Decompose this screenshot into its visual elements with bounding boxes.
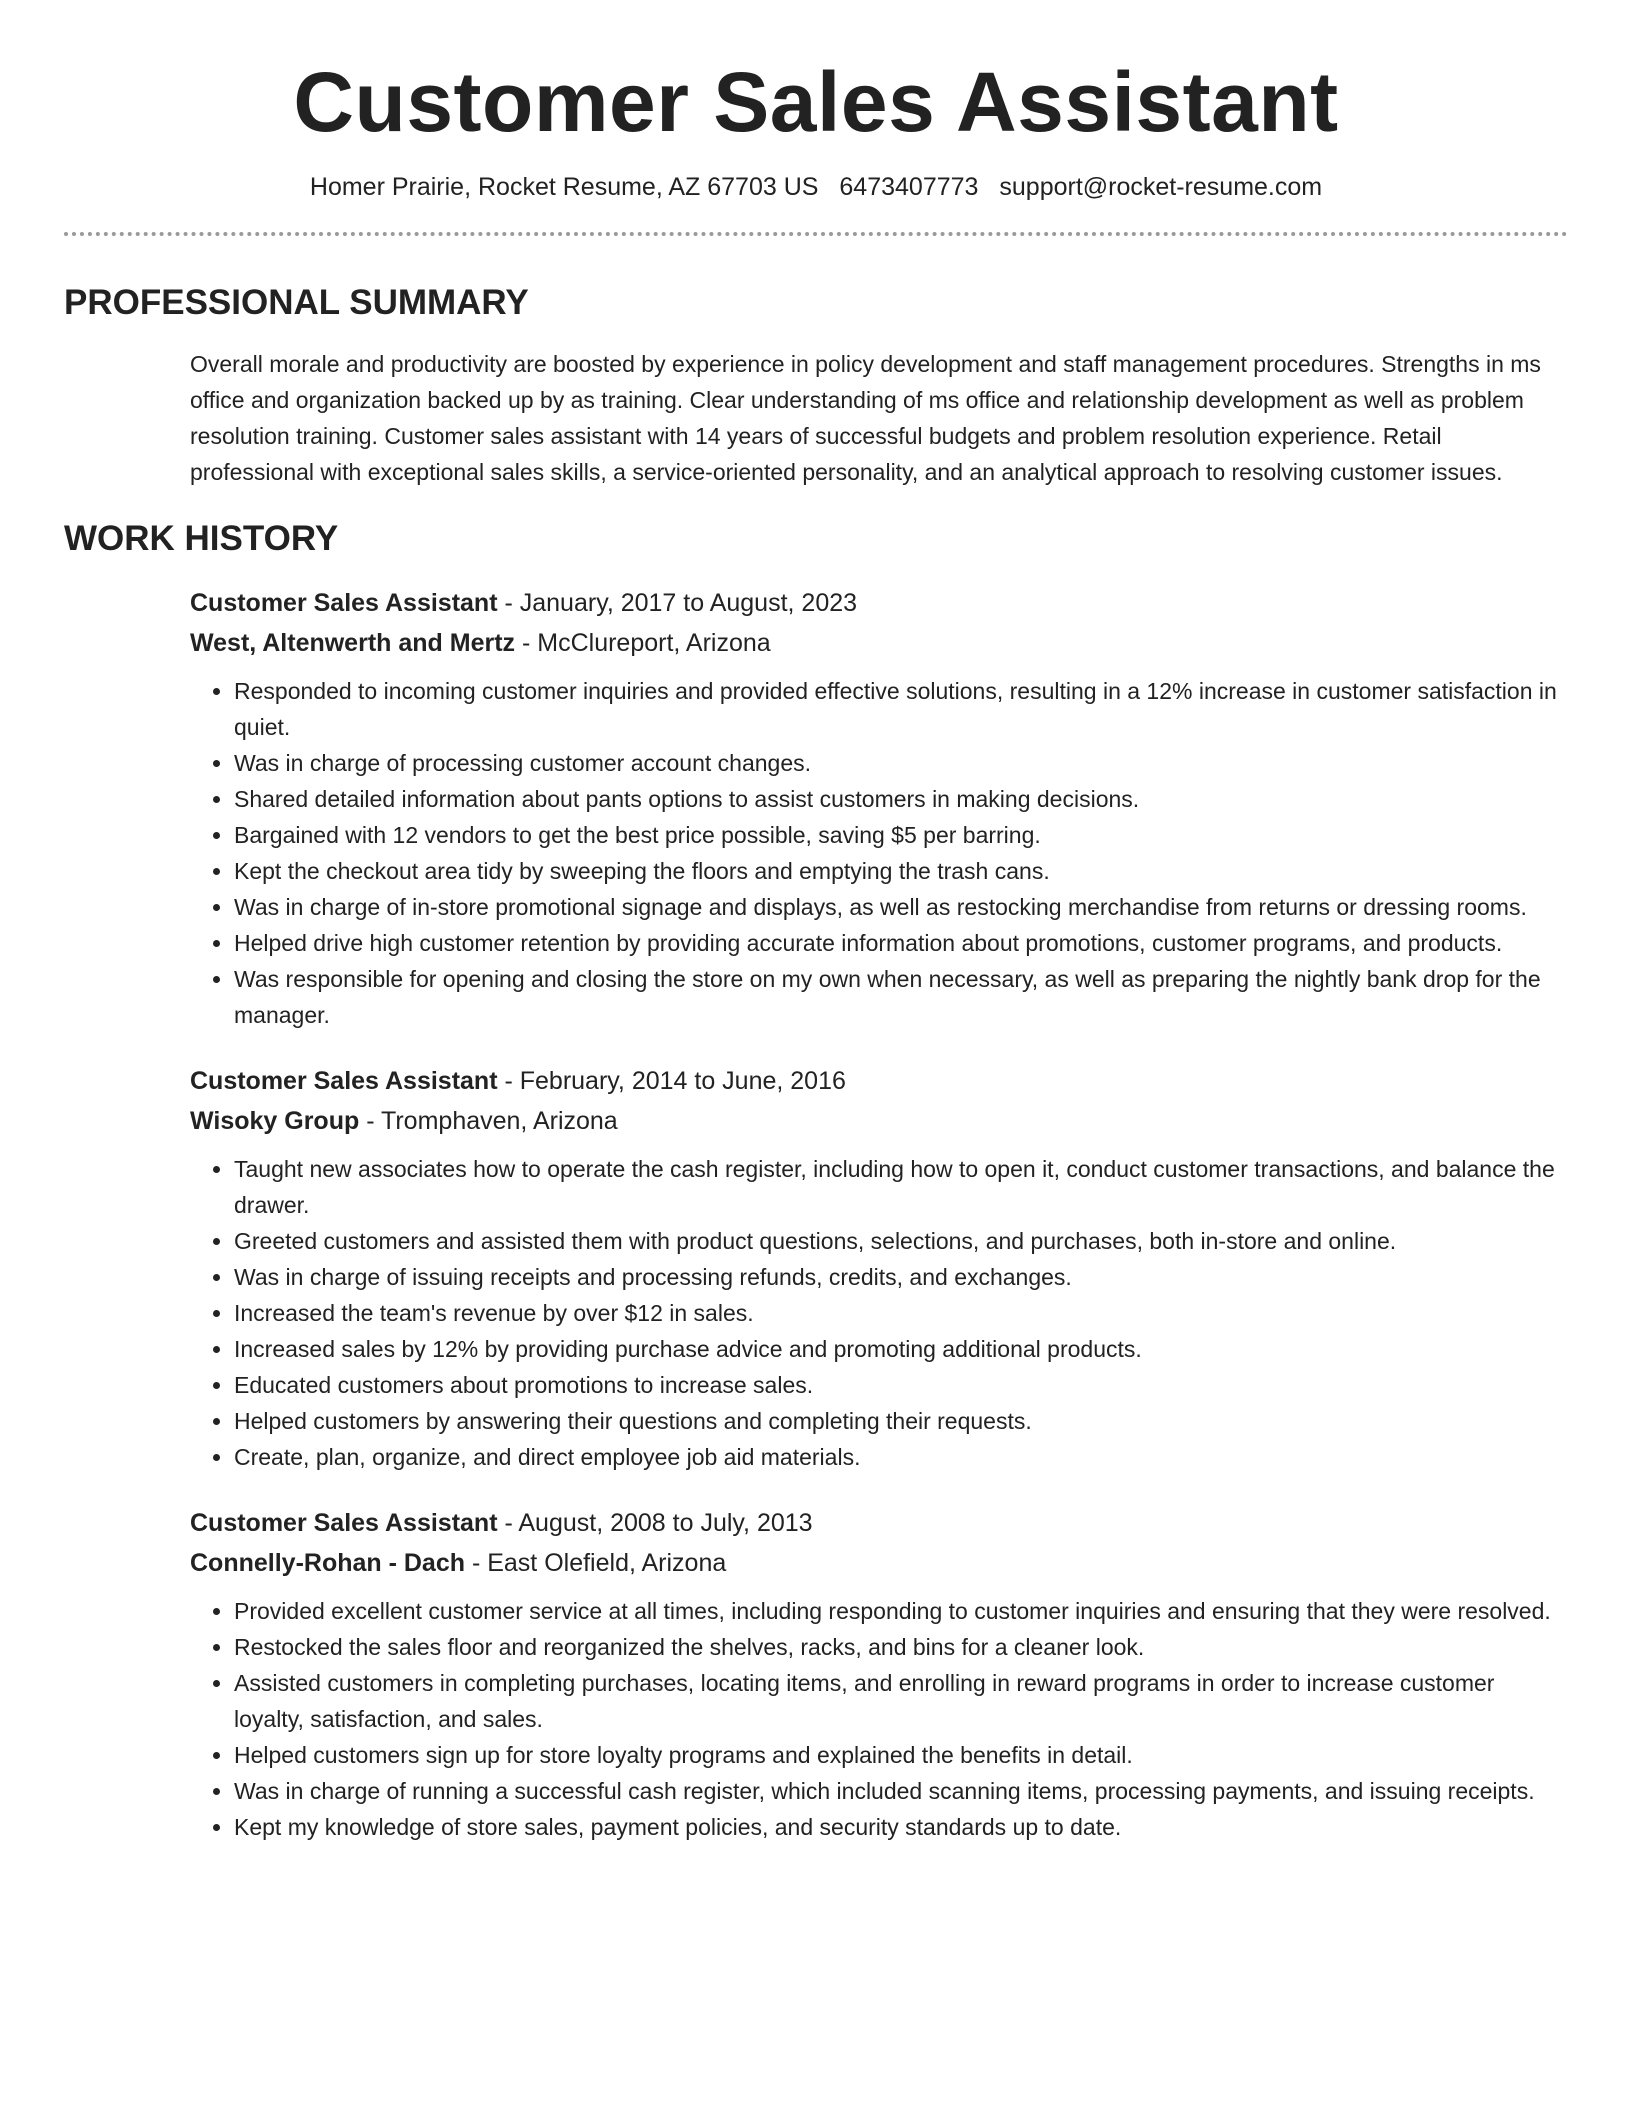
job-bullet: • Shared detailed information about pants options to assist customers in making decisions. — [234, 781, 1568, 817]
job-bullet: • Was responsible for opening and closing the store on my own when necessary, as well as preparing the nightly bank drop for the manager. — [234, 961, 1568, 1033]
job-entry — [190, 1061, 1568, 1475]
job-role: Customer Sales Assistant — [190, 1066, 498, 1095]
job-bullets — [190, 673, 1568, 1033]
job-bullet: • Increased the team's revenue by over $12 in sales. — [234, 1295, 1568, 1331]
job-bullet: • Was in charge of processing customer account changes. — [234, 745, 1568, 781]
job-bullet: • Create, plan, organize, and direct employee job aid materials. — [234, 1439, 1568, 1475]
job-company: Connelly-Rohan - Dach — [190, 1548, 466, 1577]
job-bullet: • Increased sales by 12% by providing purchase advice and promoting additional products. — [234, 1331, 1568, 1367]
job-bullet: • Kept the checkout area tidy by sweeping the floors and emptying the trash cans. — [234, 853, 1568, 889]
job-title-line — [190, 1503, 1568, 1543]
contact-address: Homer Prairie, Rocket Resume, AZ 67703 US — [309, 172, 819, 201]
job-bullet: • Greeted customers and assisted them with product questions, selections, and purchases, both in-store and online. — [234, 1223, 1568, 1259]
contact-email: support@rocket-resume.com — [999, 172, 1323, 201]
job-company: Wisoky Group — [190, 1106, 360, 1135]
summary-text: Overall morale and productivity are boosted by experience in policy development and staff management procedures. Strengths in ms office and organization backed up by as training. Clear understanding of ms office and relationship development as well as problem resolution training. Customer sales assistant with 14 years of successful budgets and problem resolution experience. Retail professional with exceptional sales skills, a service-oriented personality, and an analytical approach to resolving customer issues. — [190, 351, 1541, 486]
job-bullet: • Responded to incoming customer inquiries and provided effective solutions, resulting in a 12% increase in customer satisfaction in quiet. — [234, 673, 1568, 745]
job-bullet: • Bargained with 12 vendors to get the best price possible, saving $5 per barring. — [234, 817, 1568, 853]
job-bullet: • Restocked the sales floor and reorganized the shelves, racks, and bins for a cleaner look. — [234, 1629, 1568, 1665]
job-company: West, Altenwerth and Mertz — [190, 628, 516, 657]
job-entry — [190, 1503, 1568, 1845]
job-bullet: • Helped customers sign up for store loyalty programs and explained the benefits in detail. — [234, 1737, 1568, 1773]
job-bullet: • Was in charge of issuing receipts and processing refunds, credits, and exchanges. — [234, 1259, 1568, 1295]
job-location: - McClureport, Arizona — [515, 628, 771, 657]
company-line — [190, 1101, 1568, 1141]
work-history-heading: WORK HISTORY — [64, 519, 339, 559]
contact-line — [64, 173, 1568, 202]
job-bullet: • Was in charge of running a successful cash register, which included scanning items, processing payments, and issuing receipts. — [234, 1773, 1568, 1809]
resume-name: Customer Sales Assistant — [293, 55, 1339, 149]
job-bullet: • Assisted customers in completing purchases, locating items, and enrolling in reward programs in order to increase customer loyalty, satisfaction, and sales. — [234, 1665, 1568, 1737]
job-bullet: • Taught new associates how to operate the cash register, including how to open it, conduct customer transactions, and balance the drawer. — [234, 1151, 1568, 1223]
job-title-line — [190, 583, 1568, 623]
job-entry — [190, 583, 1568, 1033]
job-title-line — [190, 1061, 1568, 1101]
job-role: Customer Sales Assistant — [190, 1508, 498, 1537]
job-bullet: • Helped customers by answering their questions and completing their requests. — [234, 1403, 1568, 1439]
job-location: - East Olefield, Arizona — [465, 1548, 727, 1577]
job-dates: - January, 2017 to August, 2023 — [497, 588, 858, 617]
company-line — [190, 1543, 1568, 1583]
job-bullet: • Provided excellent customer service at all times, including responding to customer inquiries and ensuring that they were resolved. — [234, 1593, 1568, 1629]
job-location: - Tromphaven, Arizona — [359, 1106, 618, 1135]
job-bullets — [190, 1151, 1568, 1475]
job-bullet: • Kept my knowledge of store sales, payment policies, and security standards up to date. — [234, 1809, 1568, 1845]
company-line — [190, 623, 1568, 663]
job-dates: - February, 2014 to June, 2016 — [497, 1066, 846, 1095]
summary-heading: PROFESSIONAL SUMMARY — [64, 282, 529, 322]
header-divider — [64, 232, 1568, 236]
job-dates: - August, 2008 to July, 2013 — [497, 1508, 813, 1537]
job-bullet: • Educated customers about promotions to increase sales. — [234, 1367, 1568, 1403]
job-bullets — [190, 1593, 1568, 1845]
contact-phone: 6473407773 — [839, 172, 979, 201]
job-bullet: • Helped drive high customer retention by providing accurate information about promotions, customer programs, and products. — [234, 925, 1568, 961]
job-role: Customer Sales Assistant — [190, 588, 498, 617]
job-bullet: • Was in charge of in-store promotional signage and displays, as well as restocking merchandise from returns or dressing rooms. — [234, 889, 1568, 925]
